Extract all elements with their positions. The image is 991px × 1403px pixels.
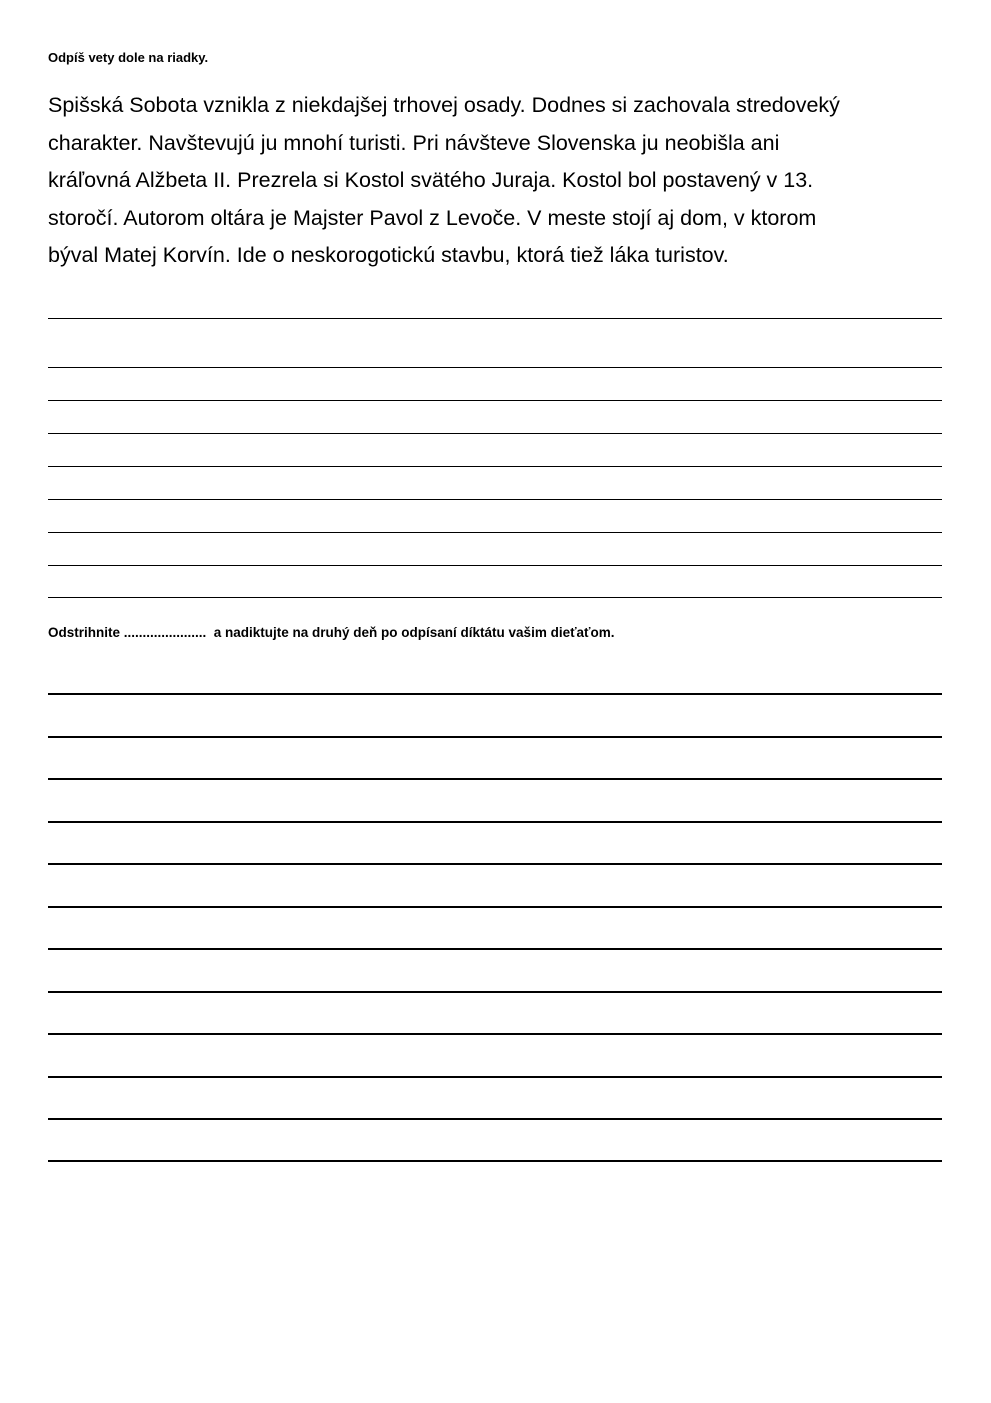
passage-line: charakter. Navštevujú ju mnohí turisti. Pri návšteve Slovenska ju neobišla ani: [48, 130, 780, 155]
dictation-line: [48, 821, 942, 823]
dictation-line: [48, 778, 942, 780]
passage-line: býval Matej Korvín. Ide o neskorogotickú stavbu, ktorá tiež láka turistov.: [48, 243, 729, 267]
dictation-line: [48, 693, 942, 695]
dictation-line: [48, 863, 942, 865]
dictation-line: [48, 1118, 942, 1120]
dictation-line: [48, 948, 942, 950]
dictation-line: [48, 991, 942, 993]
writing-line: [48, 532, 942, 533]
passage-line: Spišská Sobota vznikla z niekdajšej trhovej osady. Dodnes si zachovala stredoveký: [48, 93, 840, 117]
writing-line: [48, 400, 942, 401]
instruction-cut-and-dictate: Odstrihnite ...................... a nadiktujte na druhý deň po odpísaní díktátu vašim dieťaťom.: [48, 625, 615, 640]
dictation-line: [48, 1076, 942, 1078]
writing-line: [48, 597, 942, 598]
writing-line: [48, 367, 942, 368]
passage-line: storočí. Autorom oltára je Majster Pavol z Levoče. V meste stojí aj dom, v ktorom: [48, 205, 817, 230]
writing-line: [48, 318, 942, 319]
dictation-line: [48, 1033, 942, 1035]
dictation-line: [48, 906, 942, 908]
writing-line: [48, 565, 942, 566]
dictation-line: [48, 736, 942, 738]
writing-line: [48, 466, 942, 467]
writing-line: [48, 433, 942, 434]
passage-line: kráľovná Alžbeta II. Prezrela si Kostol svätého Juraja. Kostol bol postavený v 13.: [48, 168, 814, 192]
writing-line: [48, 499, 942, 500]
instruction-copy-sentences: Odpíš vety dole na riadky.: [48, 50, 209, 65]
dictation-line: [48, 1160, 942, 1162]
dictation-passage: [48, 87, 948, 275]
